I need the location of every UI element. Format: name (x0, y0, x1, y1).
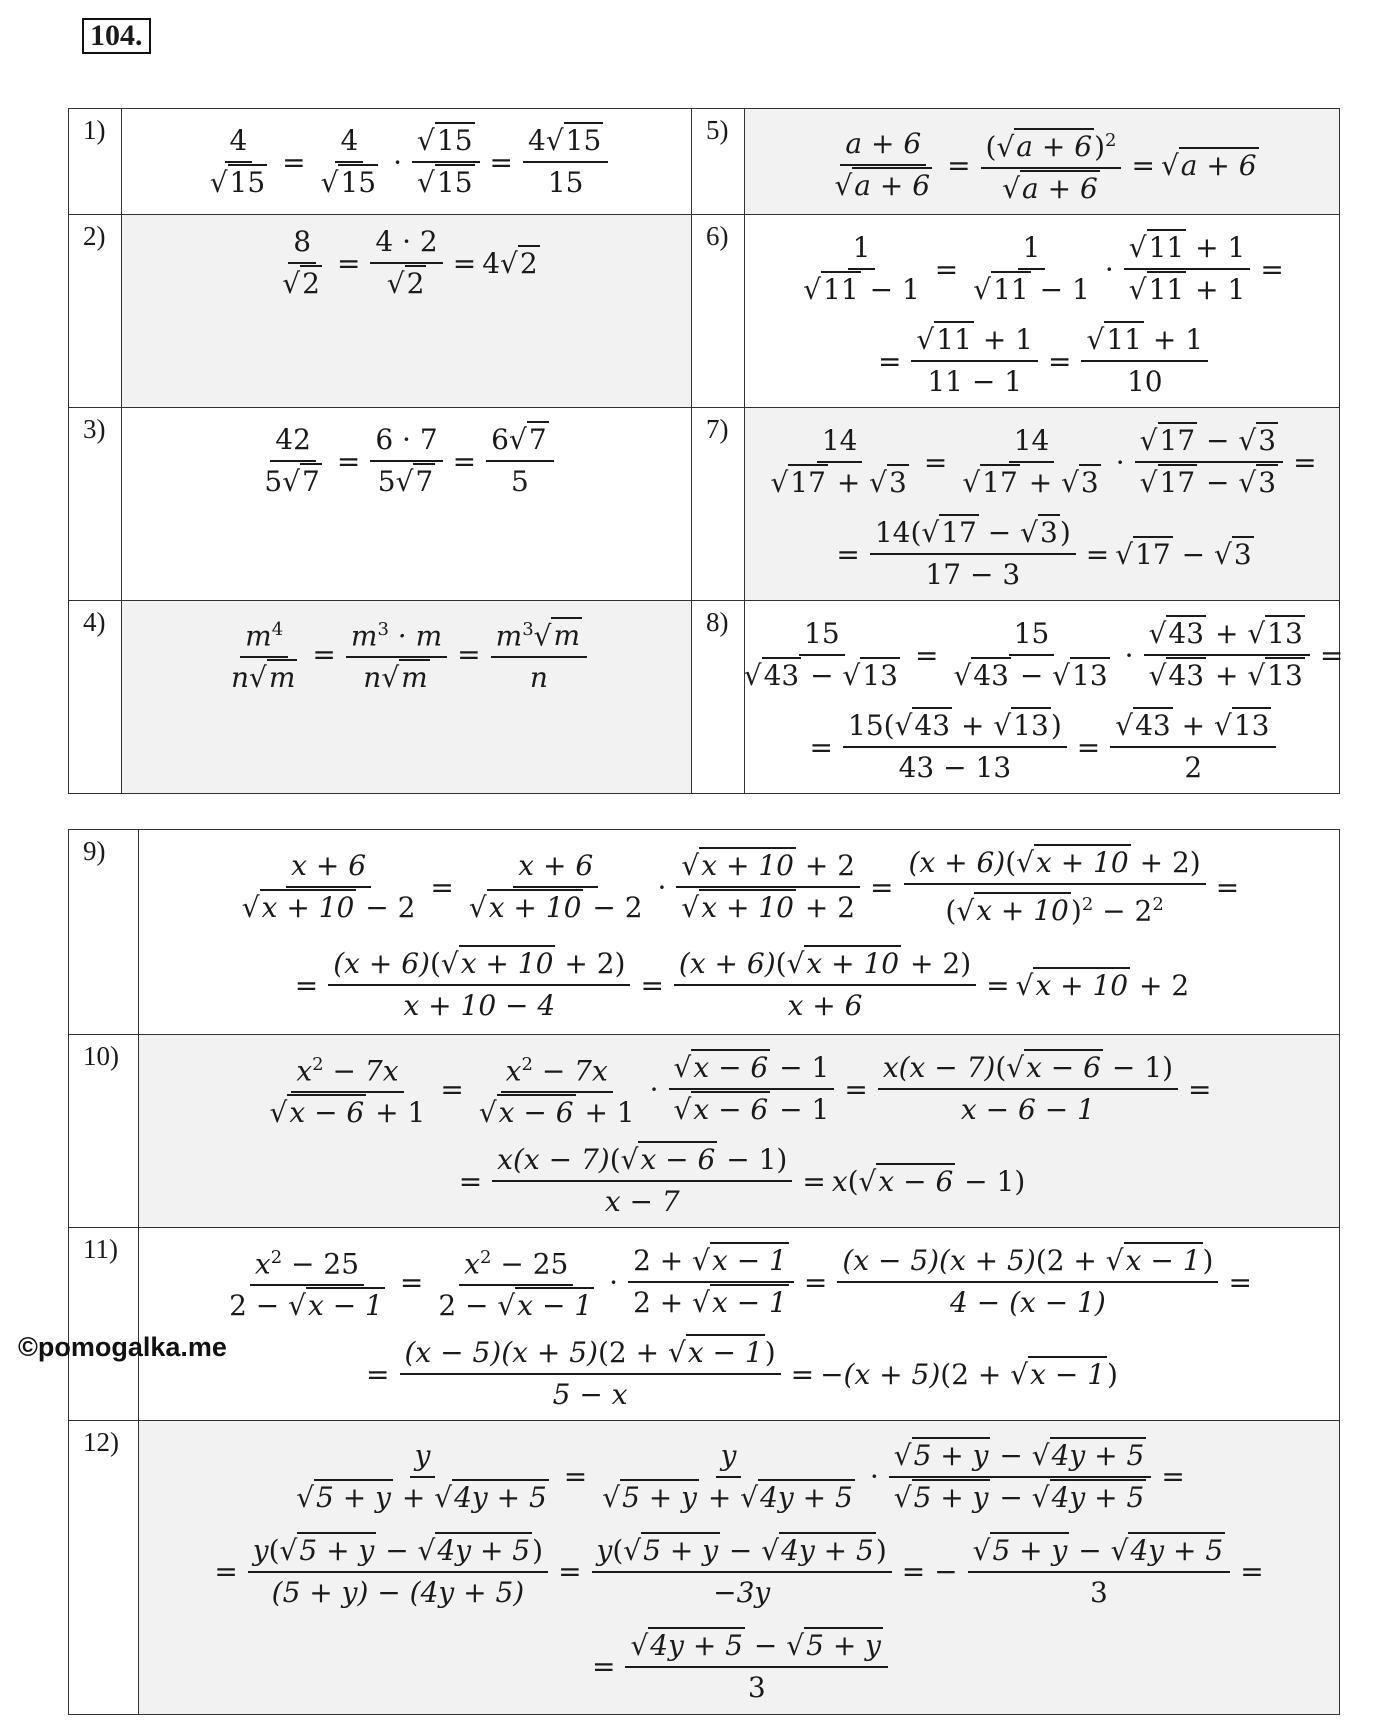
solution-cell-12: $\frac{y}{√5 + y + √4y + 5}$ = $\frac{y}{√5 + y + √4y + 5}$ · $\frac{√5 + y - √4y + 5}{√5 + y - √4y + 5}$ = = $\frac{y(√5 + y - √4y + 5)}{(5 + y) - (4y + 5)}$ = $\frac{y(√5 + y - √4y + 5)}{-3y}$ = − $\frac{√5 + y - √4y + 5}{3}$ = = $\frac{√4y + 5 - √5 + y}{3}$ (139, 1421, 1340, 1715)
item-number: 2) (69, 215, 122, 408)
item-number: 11) (69, 1228, 139, 1421)
solution-cell-2: $\frac{8}{√2}$ = $\frac{4 \cdot 2}{√2}$ = 4√2 (122, 215, 692, 408)
top-solutions-table (68, 108, 1344, 794)
solution-cell-8: $\frac{15}{√43 - √13}$ = $\frac{15}{√43 - √13}$ · $\frac{√43 + √13}{√43 + √13}$ = = $\frac{15(√43 + √13)}{43 - 13}$ = $\frac{√43 + √13}{2}$ (745, 601, 1340, 794)
item-number: 4) (69, 601, 122, 794)
solution-cell-10: $\frac{x^2 - 7x}{√x - 6 + 1}$ = $\frac{x^2 - 7x}{√x - 6 + 1}$ · $\frac{√x - 6 - 1}{√x - 6 - 1}$ = $\frac{x(x - 7)(√x - 6 - 1)}{x - 6 - 1}$ = = $\frac{x(x - 7)(√x - 6 - 1)}{x - 7}$ = x(√x − 6 − 1) (139, 1035, 1340, 1228)
item-number: 12) (69, 1421, 139, 1715)
solution-cell-6: $\frac{1}{√11 - 1}$ = $\frac{1}{√11 - 1}$ · $\frac{√11 + 1}{√11 + 1}$ = = $\frac{√11 + 1}{11 - 1}$ = $\frac{√11 + 1}{10}$ (745, 215, 1340, 408)
item-number: 8) (692, 601, 745, 794)
table-row (69, 1228, 1340, 1421)
table-row (69, 215, 1340, 408)
solution-cell-4: $\frac{m^4}{n√m}$ = $\frac{m^3 \cdot m}{n√m}$ = $\frac{m^3√m}{n}$ (122, 601, 692, 794)
table-row (69, 830, 1340, 1035)
item-number: 3) (69, 408, 122, 601)
item-number: 1) (69, 109, 122, 215)
solution-cell-1: $\frac{4}{√15}$ = $\frac{4}{√15}$ · $\frac{√15}{√15}$ = $\frac{4√15}{15}$ (122, 109, 692, 215)
solution-cell-11: $\frac{x^2 - 25}{2 - √x - 1}$ = $\frac{x^2 - 25}{2 - √x - 1}$ · $\frac{2 + √x - 1}{2 + √x - 1}$ = $\frac{(x - 5)(x + 5)(2 + √x - 1)}{4 - (x - 1)}$ = = $\frac{(x - 5)(x + 5)(2 + √x - 1)}{5 - x}$ = −(x + 5)(2 + √x − 1) (139, 1228, 1340, 1421)
solution-cell-7: $\frac{14}{√17 + √3}$ = $\frac{14}{√17 + √3}$ · $\frac{√17 - √3}{√17 - √3}$ = = $\frac{14(√17 - √3)}{17 - 3}$ = √17 − √3 (745, 408, 1340, 601)
solution-cell-9: $\frac{x + 6}{√x + 10 - 2}$ = $\frac{x + 6}{√x + 10 - 2}$ · $\frac{√x + 10 + 2}{√x + 10 + 2}$ = $\frac{(x + 6)(√x + 10 + 2)}{(√x + 10)^2 - 2^2}$ = = $\frac{(x + 6)(√x + 10 + 2)}{x + 10 - 4}$ = $\frac{(x + 6)(√x + 10 + 2)}{x + 6}$ = √x + 10 + 2 (139, 830, 1340, 1035)
item-number: 9) (69, 830, 139, 1035)
item-number: 7) (692, 408, 745, 601)
table-row (69, 601, 1340, 794)
table-row (69, 109, 1340, 215)
item-number: 10) (69, 1035, 139, 1228)
item-number: 6) (692, 215, 745, 408)
solution-cell-5: $\frac{a + 6}{√a + 6}$ = $\frac{(√a + 6)^2}{√a + 6}$ = √a + 6 (745, 109, 1340, 215)
solution-cell-3: $\frac{42}{5√7}$ = $\frac{6 \cdot 7}{5√7}$ = $\frac{6√7}{5}$ (122, 408, 692, 601)
problem-number: 104. (82, 18, 151, 54)
table-row (69, 1035, 1340, 1228)
bottom-solutions-table (68, 829, 1340, 1715)
watermark: ©pomogalka.me (18, 1332, 227, 1362)
table-row (69, 408, 1340, 601)
table-row (69, 1421, 1340, 1715)
item-number: 5) (692, 109, 745, 215)
